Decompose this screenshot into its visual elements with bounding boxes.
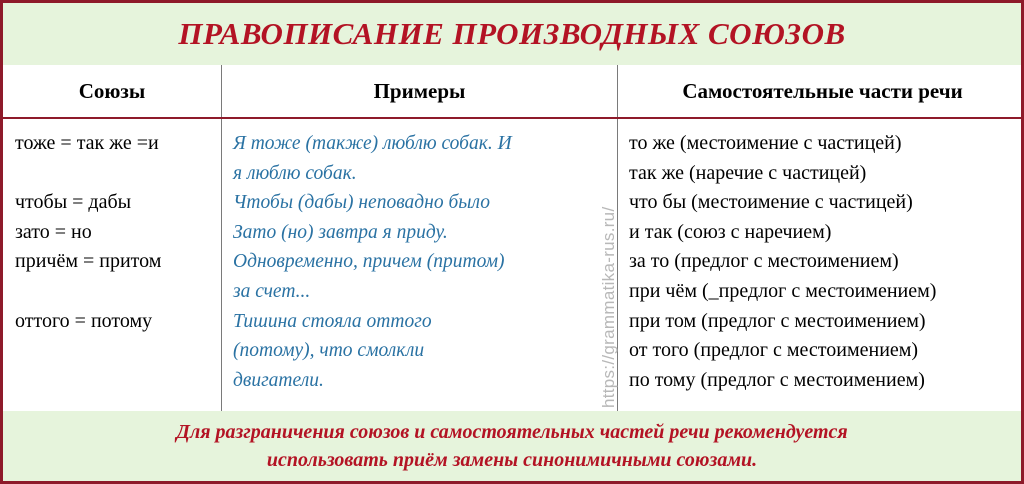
parts-of-speech-column <box>629 129 936 395</box>
example-line: Зато (но) завтра я приду. <box>233 221 448 243</box>
example-line: за счет... <box>233 280 311 302</box>
part-of-speech-line: то же (местоимение с частицей) <box>629 132 902 154</box>
part-of-speech-line: от того (предлог с местоимением) <box>629 339 919 362</box>
part-of-speech-line: и так (союз с наречием) <box>629 220 832 243</box>
footer-line-2: использовать приём замены синонимичными союзами. <box>266 449 758 471</box>
example-line: Одновременно, причем (притом) <box>233 251 505 273</box>
part-of-speech-line: по тому (предлог с местоимением) <box>629 368 925 391</box>
part-of-speech-line: так же (наречие с частицей) <box>629 161 867 184</box>
conjunction-line: зато = но <box>15 220 92 243</box>
conjunction-line <box>15 277 161 307</box>
watermark-text: https://grammatika-rus.ru/ <box>599 206 618 408</box>
part-of-speech-line: при чём (_предлог с местоимением) <box>629 279 937 302</box>
examples-column <box>233 129 512 395</box>
example-line: двигатели. <box>233 369 324 391</box>
page-title: ПРАВОПИСАНИЕ ПРОИЗВОДНЫХ СОЮЗОВ <box>178 16 846 51</box>
footer-line-1: Для разграничения союзов и самостоятельных частей речи рекомендуется <box>176 421 848 443</box>
example-line: Я тоже (также) люблю собак. И <box>233 133 512 154</box>
conjunction-line: причём = притом <box>15 250 162 273</box>
conjunctions-column <box>15 129 161 336</box>
example-line: (потому), что смолкли <box>233 340 425 362</box>
part-of-speech-line: за то (предлог с местоимением) <box>629 250 899 273</box>
title-bar <box>3 3 1021 67</box>
conjunction-line: оттого = потому <box>15 309 153 332</box>
example-line: я люблю собак. <box>233 162 357 184</box>
conjunction-line: тоже = так же =и <box>15 132 159 154</box>
example-line: Тишина стояла оттого <box>233 310 432 332</box>
header-conjunctions: Союзы <box>78 78 146 103</box>
rules-table <box>3 65 1021 413</box>
part-of-speech-line: при том (предлог с местоимением) <box>629 309 926 332</box>
table-header-row <box>3 65 1021 119</box>
example-line: Чтобы (дабы) неповадно было <box>233 192 490 214</box>
conjunction-line <box>15 159 161 189</box>
header-parts-of-speech: Самостоятельные части речи <box>682 78 963 103</box>
conjunction-line: чтобы = дабы <box>15 191 132 214</box>
part-of-speech-line: что бы (местоимение с частицей) <box>629 191 913 214</box>
footer-note <box>3 411 1021 481</box>
header-examples: Примеры <box>373 78 466 103</box>
